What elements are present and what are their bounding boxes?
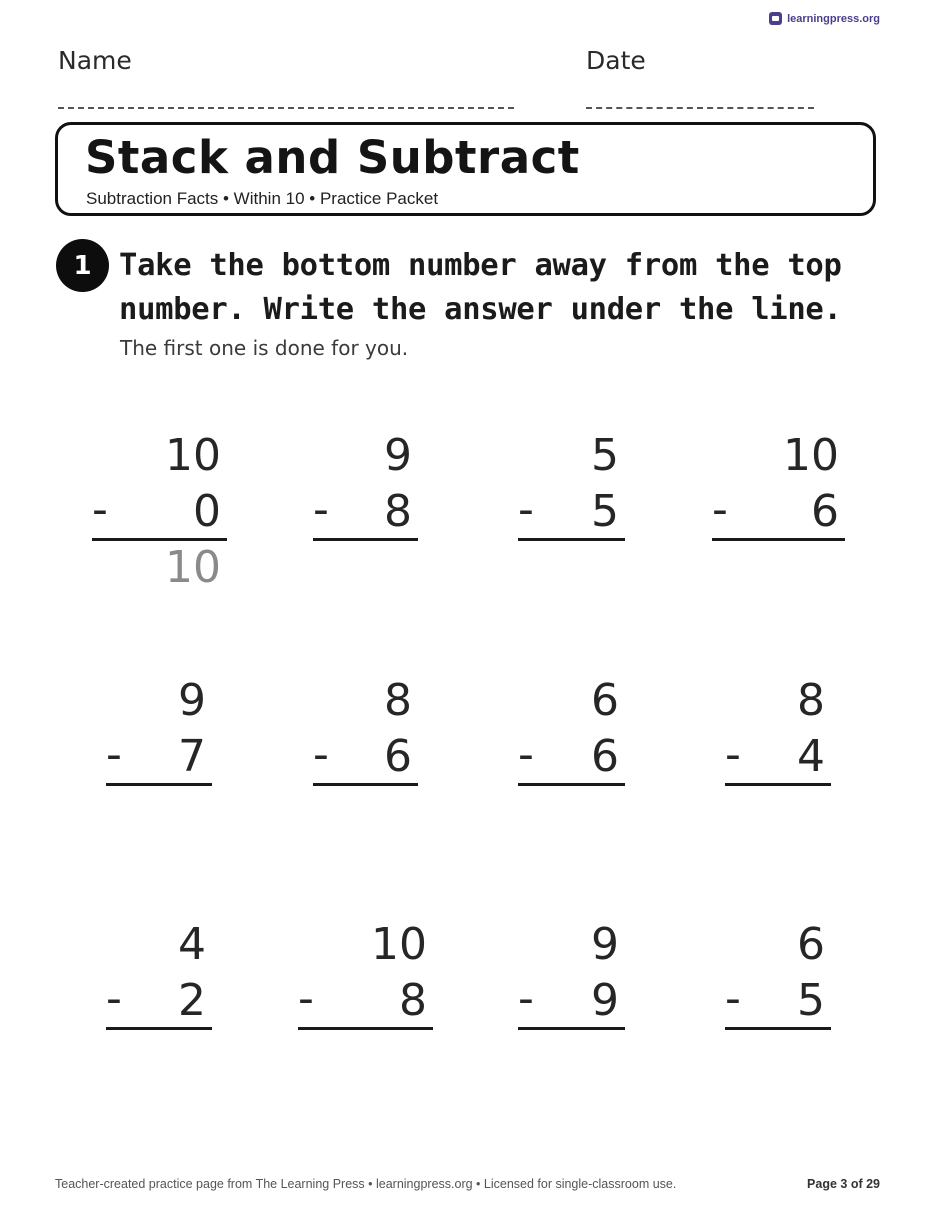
problem-top-number: 6 bbox=[797, 919, 825, 970]
problem-top-number: 10 bbox=[371, 919, 427, 970]
problem-card bbox=[518, 921, 625, 1091]
problem-top-number: 9 bbox=[384, 430, 412, 481]
problem-bottom-number: 8 bbox=[384, 486, 412, 537]
date-label: Date bbox=[586, 46, 646, 75]
answer-line bbox=[313, 538, 418, 541]
problem-bottom-number: 5 bbox=[797, 975, 825, 1026]
minus-sign: - bbox=[298, 973, 314, 1024]
problem-top-number: 9 bbox=[591, 919, 619, 970]
problem-card bbox=[313, 677, 418, 847]
problem-bottom-number: 6 bbox=[384, 731, 412, 782]
minus-sign: - bbox=[518, 973, 534, 1024]
problem-top-number: 8 bbox=[797, 675, 825, 726]
problem-top-number: 10 bbox=[783, 430, 839, 481]
problem-card bbox=[712, 432, 845, 602]
section-number-badge: 1 bbox=[56, 239, 109, 292]
minus-sign: - bbox=[313, 484, 329, 535]
title-box bbox=[55, 122, 876, 216]
problem-bottom-number: 5 bbox=[591, 486, 619, 537]
minus-sign: - bbox=[106, 729, 122, 780]
minus-sign: - bbox=[712, 484, 728, 535]
minus-sign: - bbox=[313, 729, 329, 780]
problem-card bbox=[518, 432, 625, 602]
minus-sign: - bbox=[518, 484, 534, 535]
problem-card bbox=[92, 432, 227, 602]
answer-line bbox=[518, 783, 625, 786]
page-title: Stack and Subtract bbox=[85, 131, 580, 184]
answer-line bbox=[106, 1027, 212, 1030]
answer-line bbox=[106, 783, 212, 786]
brand-text: learningpress.org bbox=[787, 12, 880, 25]
answer-line bbox=[313, 783, 418, 786]
problem-bottom-number: 6 bbox=[811, 486, 839, 537]
problem-top-number: 8 bbox=[384, 675, 412, 726]
problem-bottom-number: 0 bbox=[193, 486, 221, 537]
problem-top-number: 9 bbox=[178, 675, 206, 726]
footer-text: Teacher-created practice page from The Learning Press • learningpress.org • Licensed for single-classroom use. bbox=[55, 1177, 677, 1191]
problem-card bbox=[313, 432, 418, 602]
answer-line bbox=[712, 538, 845, 541]
minus-sign: - bbox=[92, 484, 108, 535]
minus-sign: - bbox=[106, 973, 122, 1024]
problem-bottom-number: 6 bbox=[591, 731, 619, 782]
problem-card bbox=[725, 921, 831, 1091]
instruction-text: Take the bottom number away from the top number. Write the answer under the line. bbox=[119, 248, 842, 327]
brand-logo bbox=[769, 12, 880, 25]
name-field[interactable] bbox=[58, 107, 514, 109]
problem-bottom-number: 2 bbox=[178, 975, 206, 1026]
answer-field[interactable]: 10 bbox=[165, 542, 221, 593]
answer-line bbox=[725, 1027, 831, 1030]
minus-sign: - bbox=[725, 973, 741, 1024]
answer-line bbox=[298, 1027, 433, 1030]
problem-bottom-number: 8 bbox=[399, 975, 427, 1026]
problem-card bbox=[106, 677, 212, 847]
name-label: Name bbox=[58, 46, 132, 75]
answer-line bbox=[518, 538, 625, 541]
problem-bottom-number: 9 bbox=[591, 975, 619, 1026]
date-field[interactable] bbox=[586, 107, 814, 109]
page-subtitle: Subtraction Facts • Within 10 • Practice Packet bbox=[86, 189, 439, 208]
problem-card bbox=[298, 921, 433, 1091]
answer-line bbox=[725, 783, 831, 786]
answer-line bbox=[518, 1027, 625, 1030]
page-number: Page 3 of 29 bbox=[807, 1177, 880, 1191]
problem-card bbox=[106, 921, 212, 1091]
problem-card bbox=[518, 677, 625, 847]
problem-bottom-number: 7 bbox=[178, 731, 206, 782]
problem-top-number: 5 bbox=[591, 430, 619, 481]
answer-line bbox=[92, 538, 227, 541]
book-icon bbox=[769, 12, 782, 25]
problem-bottom-number: 4 bbox=[797, 731, 825, 782]
minus-sign: - bbox=[725, 729, 741, 780]
problem-card bbox=[725, 677, 831, 847]
hint-text: The first one is done for you. bbox=[120, 336, 409, 360]
problem-top-number: 6 bbox=[591, 675, 619, 726]
minus-sign: - bbox=[518, 729, 534, 780]
problem-top-number: 4 bbox=[178, 919, 206, 970]
problem-top-number: 10 bbox=[165, 430, 221, 481]
